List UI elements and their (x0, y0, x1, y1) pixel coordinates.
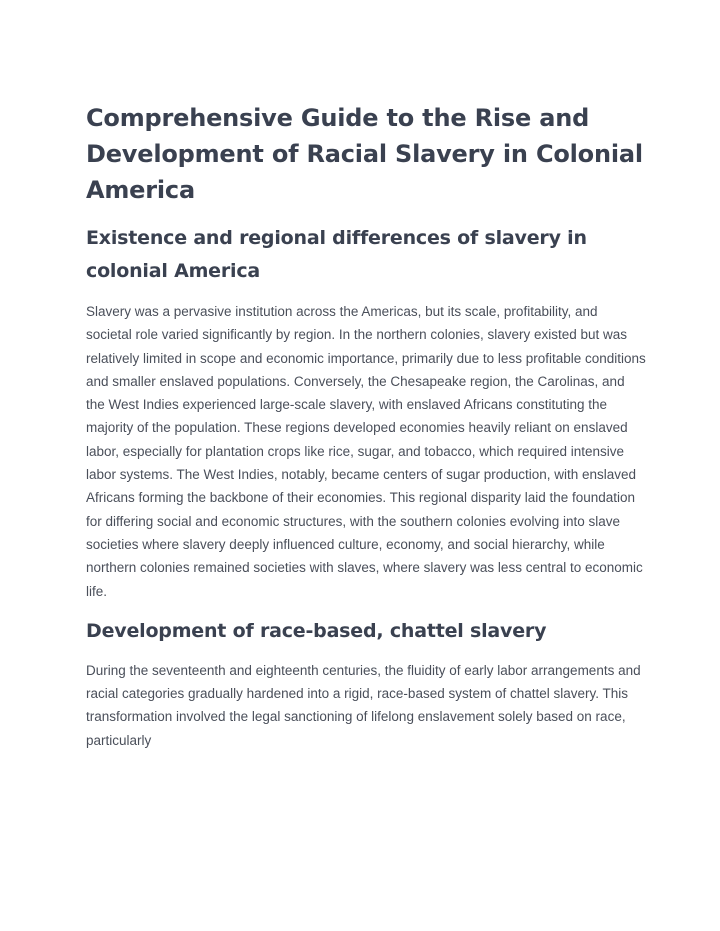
document-title: Comprehensive Guide to the Rise and Development of Racial Slavery in Colonial America (86, 104, 643, 204)
section-body-regional-differences: Slavery was a pervasive institution across the Americas, but its scale, profitability, and societal role varied significantly by region. In the northern colonies, slavery existed but was relatively limited in scope and economic importance, primarily due to less profitable conditions and smaller enslaved populations. Conversely, the Chesapeake region, the Carolinas, and the West Indies experienced large-scale slavery, with enslaved Africans constituting the majority of the population. These regions developed economies heavily reliant on enslaved labor, especially for plantation crops like rice, sugar, and tobacco, which required intensive labor systems. The West Indies, notably, became centers of sugar production, with enslaved Africans forming the backbone of their economies. This regional disparity laid the foundation for differing social and economic structures, with the southern colonies evolving into slave societies where slavery deeply influenced culture, economy, and social hierarchy, while northern colonies remained societies with slaves, where slavery was less central to economic life. (86, 304, 646, 599)
section-heading-regional-differences: Existence and regional differences of slavery in colonial America (86, 227, 587, 282)
section-heading-race-based-slavery: Development of race-based, chattel slavery (86, 619, 547, 642)
section-body-race-based-slavery: During the seventeenth and eighteenth centuries, the fluidity of early labor arrangements and racial categories gradually hardened into a rigid, race-based system of chattel slavery. This transformation involved the legal sanctioning of lifelong enslavement solely based on race, particularly (86, 662, 641, 748)
document-content (86, 100, 646, 752)
